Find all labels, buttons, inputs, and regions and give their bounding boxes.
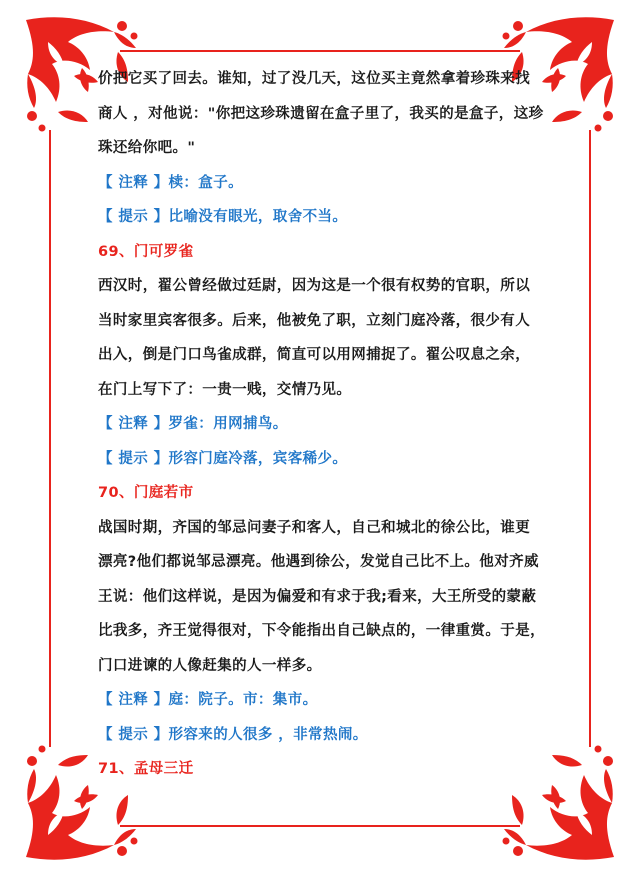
hint-line: 【 提示 】形容门庭冷落，宾客稀少。 [98,450,348,467]
hint-line: 【 提示 】形容来的人很多 ，非常热闹。 [98,726,368,743]
idiom-heading: 71、孟母三迁 [98,761,194,777]
idiom-heading: 70、门庭若市 [98,485,194,501]
body-text-line: 珠还给你吧。" [98,140,196,156]
idiom-heading: 69、门可罗雀 [98,243,194,260]
body-text-line: 出入，倒是门口鸟雀成群，简直可以用网捕捉了。翟公叹息之余， [98,347,531,363]
annotation-line: 【 注释 】罗雀：用网捕鸟。 [98,416,288,432]
annotation-line: 【 注释 】庭：院子。市：集市。 [98,692,318,708]
body-text-line: 商人 ，对他说："你把这珍珠遗留在盒子里了，我买的是盒子，这珍 [98,105,544,122]
body-text-line: 漂亮?他们都说邹忌漂亮。他遇到徐公，发觉自己比不上。他对齐威 [98,554,539,570]
body-text-line: 战国时期，齐国的邹忌问妻子和客人，自己和城北的徐公比，谁更 [98,519,531,536]
frame-right-border [589,130,591,747]
hint-line: 【 提示 】比喻没有眼光，取舍不当。 [98,209,348,225]
body-text-line: 当时家里宾客很多。后来，他被免了职，立刻门庭冷落，很少有人 [98,312,531,329]
body-text-line: 西汉时，翟公曾经做过廷尉，因为这是一个很有权势的官职，所以 [98,278,531,294]
frame-bottom-border [120,825,520,827]
body-text-line: 比我多，齐王觉得很对，下令能指出自己缺点的，一律重赏。于是， [98,623,545,639]
frame-left-border [49,130,51,747]
annotation-line: 【 注释 】椟：盒子。 [98,174,243,191]
document-body [98,62,548,787]
body-text-line: 价把它买了回去。谁知，过了没几天，这位买主竟然拿着珍珠来找 [98,71,531,87]
body-text-line: 在门上写下了：一贵一贱，交情乃见。 [98,381,352,398]
body-text-line: 王说：他们这样说，是因为偏爱和有求于我;看来，大王所受的蒙蔽 [98,588,537,605]
body-text-line: 门口进谏的人像赶集的人一样多。 [98,657,322,674]
frame-top-border [120,50,520,52]
